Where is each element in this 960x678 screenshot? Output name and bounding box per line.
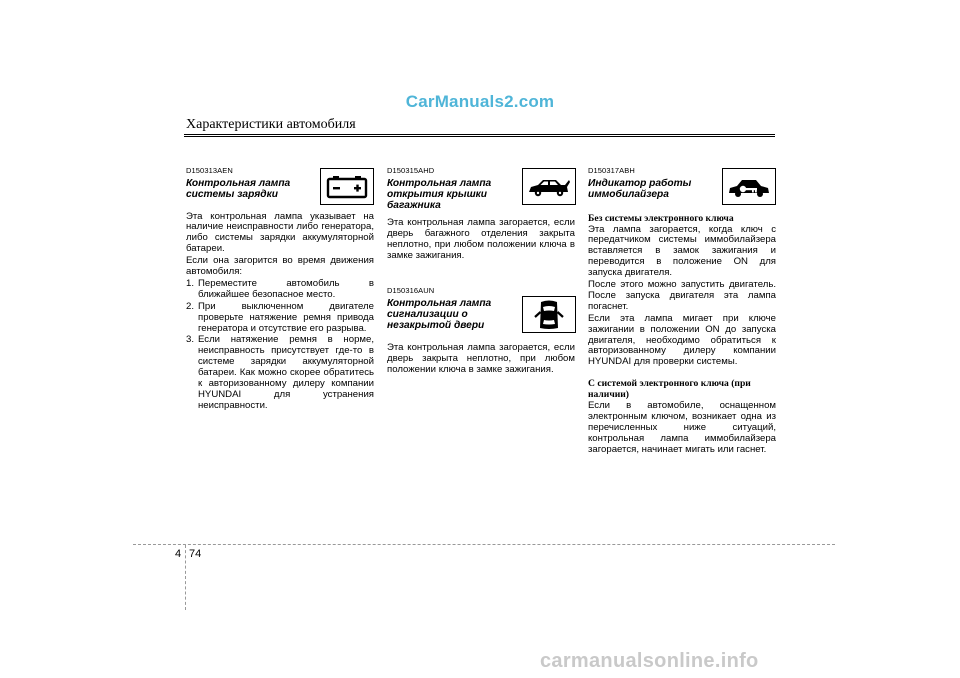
section-code: D150316AUN [387, 286, 435, 295]
subheading-line: С системой электронного ключа (при [588, 378, 751, 390]
section-immobilizer-indicator [588, 166, 776, 456]
list-text: При выключенном двигателе проверьте натяжение ремня привода генератора и отсутствие его разрыва. [198, 300, 374, 334]
section-title-line: Контрольная лампа [186, 177, 291, 189]
paragraph: Эта лампа загорается, когда ключ с передатчиком системы иммобилайзера вставляется в замок зажигания и переводится в положение ON для запуска двигателя. [588, 223, 776, 279]
page-number: 74 [189, 548, 202, 560]
subheading-line: наличии) [588, 389, 629, 401]
section-title-line: незакрытой двери [387, 319, 485, 331]
trunk-open-car-icon [522, 168, 576, 205]
list-item [186, 302, 374, 335]
list-item [186, 279, 374, 301]
chapter-number: 4 [175, 548, 182, 560]
watermark-carmanuals2: CarManuals2.com [405, 92, 555, 111]
paragraph: Если эта лампа мигает при ключе зажигании в положении ON до запуска двигателя, необходимо обратиться к авторизованному дилеру компании HYUNDAI для проверки системы. [588, 312, 776, 368]
header-rule-thin [184, 136, 775, 137]
list-text: Переместите автомобиль в ближайшее безопасное место. [198, 277, 374, 300]
subheading: Без системы электронного ключа [588, 212, 734, 224]
watermark-carmanualsonline: carmanualsonline.info [540, 650, 759, 672]
page-header-title: Характеристики автомобиля [186, 117, 356, 132]
paragraph: Эта контрольная лампа указывает на наличие неисправности либо генератора, либо системы зарядки аккумуляторной батареи. [186, 210, 374, 255]
paragraph: Если в автомобиле, оснащенном электронным ключом, возникает одна из перечисленных ниже ситуаций, контрольная лампа иммобилайзера загорается, начинает мигать или гаснет. [588, 400, 776, 455]
list-text: Если натяжение ремня в норме, неисправность присутствует где-то в системе зарядки аккумуляторной батареи. Как можно скорее обратитесь к авторизованному дилеру компании HYUNDAI для устранения неисправности. [198, 334, 374, 411]
section-title-line: Контрольная лампа [387, 177, 492, 189]
door-open-car-icon [522, 296, 576, 333]
header-rule [184, 134, 775, 135]
section-title-line: Индикатор работы [588, 177, 692, 189]
section-title-line: багажника [387, 199, 441, 211]
section-code: D150315AHD [387, 166, 435, 175]
section-code: D150313AEN [186, 166, 233, 175]
section-title-line: Контрольная лампа [387, 297, 492, 309]
section-title-line: сигнализации о [387, 308, 468, 320]
paragraph: Эта контрольная лампа загорается, если дверь закрыта неплотно, при любом положении ключа в замке зажигания. [387, 342, 575, 376]
list-number: 1. [186, 277, 195, 289]
list-number: 3. [186, 334, 195, 346]
subheading [588, 378, 776, 400]
footer-divider [185, 545, 186, 610]
numbered-list [186, 279, 374, 412]
section-title-line: открытия крышки [387, 188, 488, 200]
list-number: 2. [186, 300, 195, 312]
section-title-line: иммобилайзера [588, 188, 669, 200]
battery-icon [320, 168, 374, 205]
footer-rule [133, 544, 835, 545]
paragraph: Эта контрольная лампа загорается, если дверь багажного отделения закрыта неплотно, при любом положении ключа в замке зажигания. [387, 217, 575, 262]
section-title-line: системы зарядки [186, 188, 278, 200]
section-code: D150317ABH [588, 166, 635, 175]
paragraph: Если она загорится во время движения автомобиля: [186, 255, 374, 278]
list-item [186, 335, 374, 411]
immobilizer-car-key-icon [722, 168, 776, 205]
paragraph: После этого можно запустить двигатель. После запуска двигателя эта лампа погаснет. [588, 279, 776, 312]
